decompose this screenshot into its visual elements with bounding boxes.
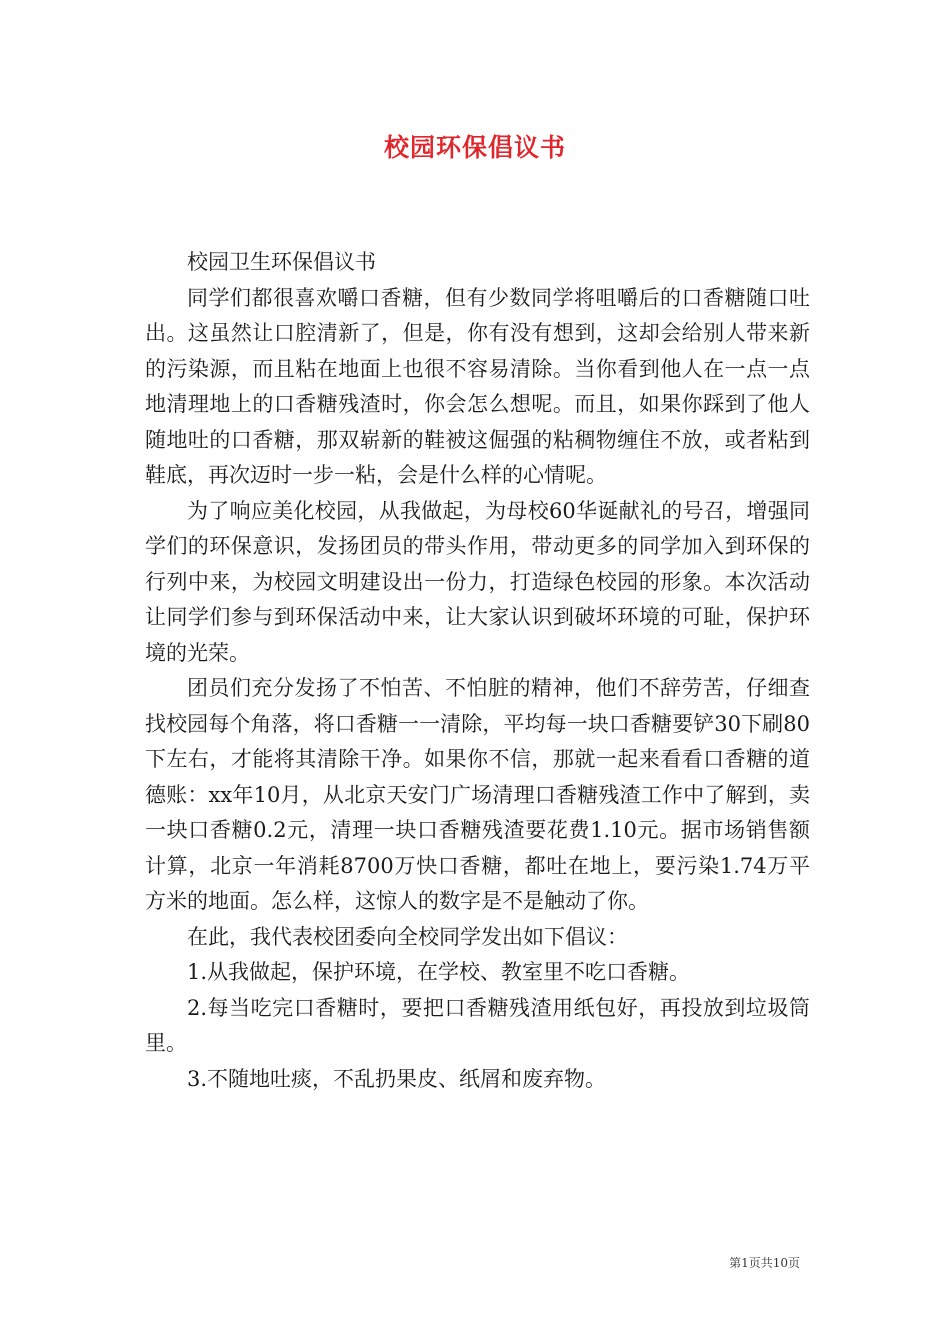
body-paragraph: 在此，我代表校团委向全校同学发出如下倡议： xyxy=(187,924,628,949)
body-paragraph: 为了响应美化校园，从我做起，为母校60华诞献礼的号召，增强同学们的环保意识，发扬团员的带头作用，带动更多的同学加入到环保的行列中来，为校园文明建设出一份力，打造绿色校园的形象。本次活动让同学们参与到环保活动中来，让大家认识到破坏环境的可耻，保护环境的光荣。 xyxy=(145,498,810,665)
document-body xyxy=(145,245,810,1097)
page-number: 第1页共10页 xyxy=(729,1256,800,1270)
document-title: 校园环保倡议书 xyxy=(383,133,566,162)
subtitle-paragraph: 校园卫生环保倡议书 xyxy=(187,250,376,274)
list-item: 3.不随地吐痰，不乱扔果皮、纸屑和废弃物。 xyxy=(187,1066,607,1091)
body-paragraph: 团员们充分发扬了不怕苦、不怕脏的精神，他们不辞劳苦，仔细查找校园每个角落，将口香糖一一清除，平均每一块口香糖要铲30下刷80下左右，才能将其清除干净。如果你不信，那就一起来看看口香糖的道德账：xx年10月，从北京天安门广场清理口香糖残渣工作中了解到，卖一块口香糖0.2元，清理一块口香糖残渣要花费1.10元。据市场销售额计算，北京一年消耗8700万快口香糖，都吐在地上，要污染1.74万平方米的地面。怎么样，这惊人的数字是不是触动了你。 xyxy=(145,676,810,913)
list-item: 2.每当吃完口香糖时，要把口香糖残渣用纸包好，再投放到垃圾筒里。 xyxy=(145,995,810,1055)
list-item: 1.从我做起，保护环境，在学校、教室里不吃口香糖。 xyxy=(187,960,691,984)
body-paragraph: 同学们都很喜欢嚼口香糖，但有少数同学将咀嚼后的口香糖随口吐出。这虽然让口腔清新了，但是，你有没有想到，这却会给别人带来新的污染源，而且粘在地面上也很不容易清除。当你看到他人在一点一点地清理地上的口香糖残渣时，你会怎么想呢。而且，如果你踩到了他人随地吐的口香糖，那双崭新的鞋被这倔强的粘稠物缠住不放，或者粘到鞋底，再次迈时一步一粘，会是什么样的心情呢。 xyxy=(145,285,810,487)
